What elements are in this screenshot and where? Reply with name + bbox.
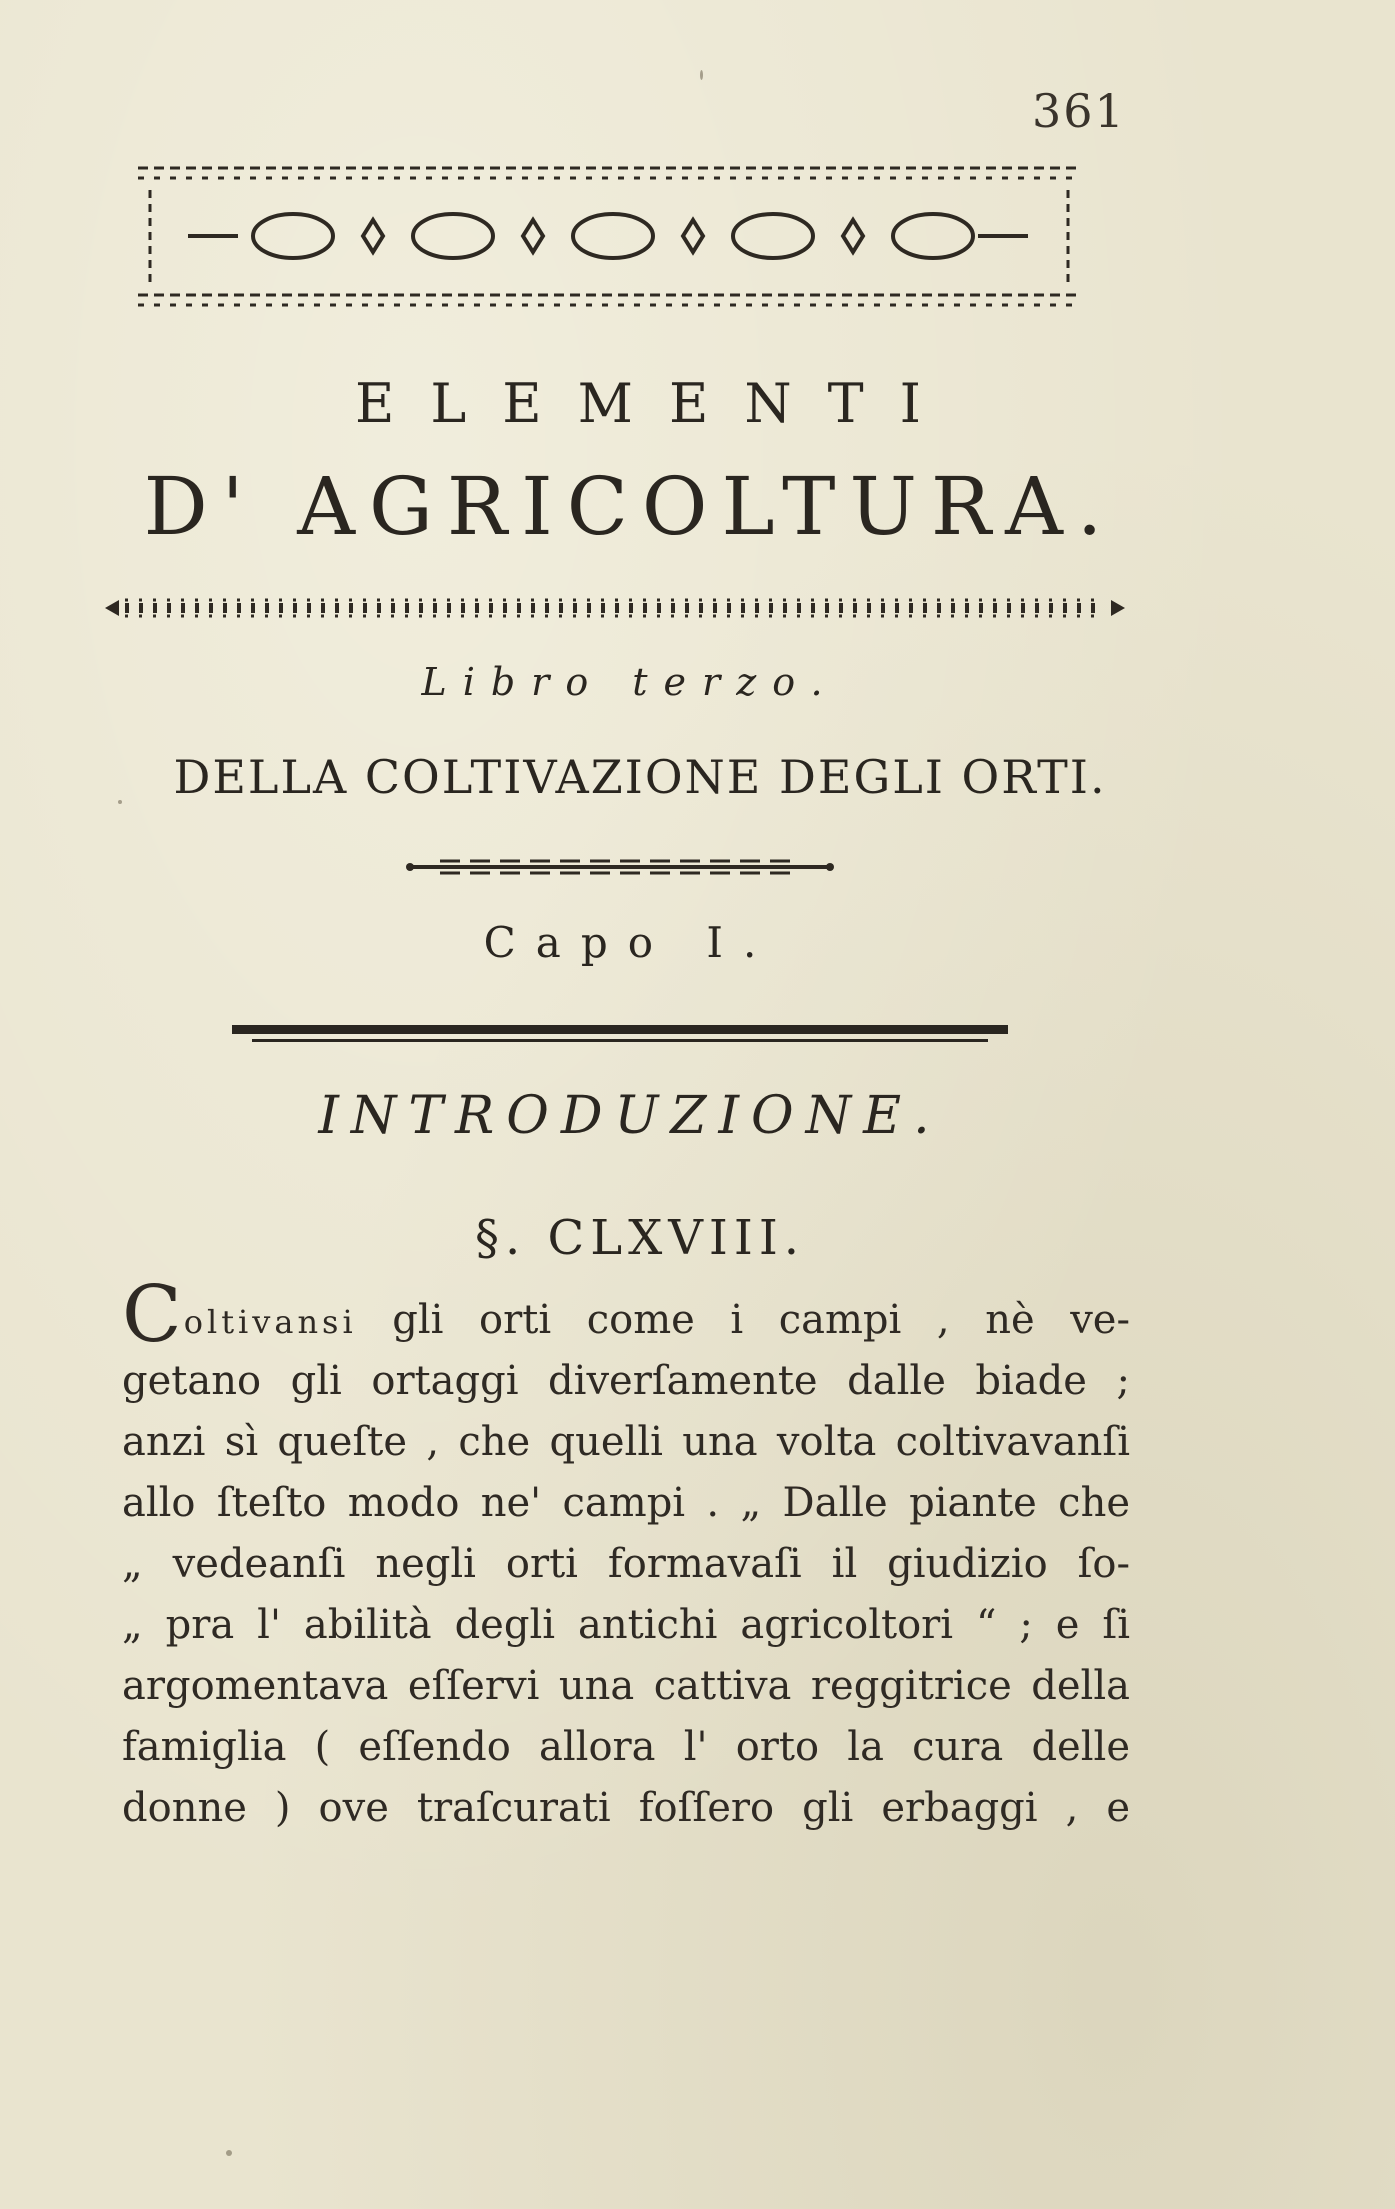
page-number: 361 bbox=[1032, 84, 1126, 138]
text-line: „ vedeanſi negli orti formavaſi il giudizio ſo- bbox=[122, 1541, 1130, 1587]
text-line: donne ) ove traſcurati foſſero gli erbaggi , e bbox=[122, 1785, 1130, 1831]
text-line: „ pra l' abilità degli antichi agricoltori “ ; e ſi bbox=[122, 1602, 1130, 1648]
text-line: famiglia ( eſſendo allora l' orto la cura delle bbox=[122, 1724, 1130, 1770]
small-rule-ornament bbox=[400, 852, 840, 882]
book-label: Libro terzo. bbox=[421, 660, 839, 704]
text-line: argomentava eſſervi una cattiva reggitrice della bbox=[122, 1663, 1130, 1709]
drop-cap: C bbox=[122, 1270, 182, 1360]
text-line: anzi sì queſte , che quelli una volta coltivavanſi bbox=[122, 1419, 1130, 1465]
title-line-elementi: ELEMENTI bbox=[354, 372, 957, 435]
headpiece-border-ornament bbox=[128, 150, 1098, 320]
subject-heading: DELLA COLTIVAZIONE DEGLI ORTI. bbox=[173, 750, 1107, 804]
title-line-agricoltura: D' AGRICOLTURA. bbox=[143, 460, 1117, 553]
body-paragraph bbox=[122, 1270, 1130, 1839]
chapter-label: Capo I. bbox=[483, 918, 777, 967]
text-line: allo ſteſto modo ne' campi . „ Dalle piante che bbox=[122, 1480, 1130, 1526]
text-line bbox=[122, 1270, 1130, 1360]
paper-speck bbox=[700, 70, 703, 80]
text-line-content: gli orti come i campi , nè ve- bbox=[356, 1297, 1130, 1343]
fleuron-rule-ornament bbox=[105, 588, 1125, 628]
first-word-smallcaps: oltivansi bbox=[183, 1303, 357, 1341]
paper-speck bbox=[118, 800, 122, 804]
text-line: getano gli ortaggi diverſamente dalle biade ; bbox=[122, 1358, 1130, 1404]
double-rule bbox=[232, 1022, 1008, 1048]
introduction-heading: INTRODUZIONE. bbox=[318, 1086, 942, 1146]
paper-speck bbox=[226, 2150, 232, 2156]
section-number: §. CLXVIII. bbox=[474, 1210, 806, 1266]
